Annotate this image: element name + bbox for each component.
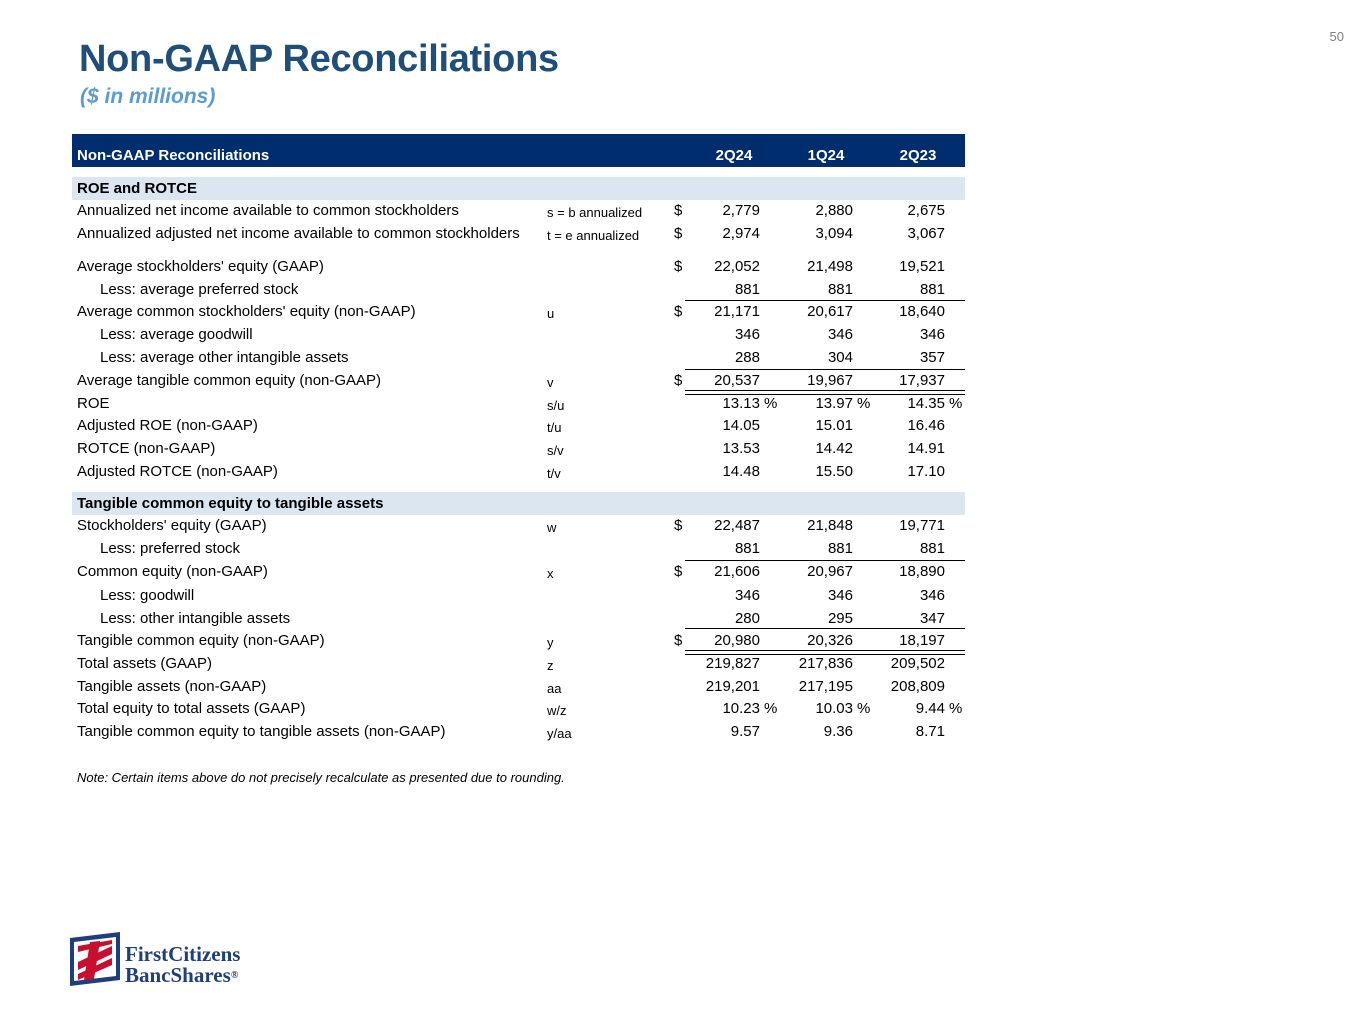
cell-value: 18,197 xyxy=(899,632,945,649)
table-row xyxy=(72,561,965,584)
section-tangible-equity xyxy=(72,492,965,515)
logo-line2: BancShares® xyxy=(125,963,239,987)
table-row xyxy=(72,279,965,302)
cell-value: 21,606 xyxy=(714,563,760,580)
cell-value: 3,094 xyxy=(815,225,853,242)
cell-value: 14.91 xyxy=(907,440,945,457)
row-label: Total assets (GAAP) xyxy=(77,655,213,672)
double-underline xyxy=(685,650,965,655)
cell-value: 20,617 xyxy=(807,303,853,320)
logo-wordmark xyxy=(125,944,240,986)
cell-value: 21,171 xyxy=(714,303,760,320)
row-label: Adjusted ROTCE (non-GAAP) xyxy=(77,463,278,480)
table-row xyxy=(72,676,965,699)
cell-value: 881 xyxy=(919,540,945,557)
cell-value: 347 xyxy=(919,610,945,627)
row-label: Common equity (non-GAAP) xyxy=(77,563,268,580)
cell-value: 20,326 xyxy=(807,632,853,649)
table-row xyxy=(72,393,965,416)
header-col-2q24: 2Q24 xyxy=(715,147,753,164)
cell-value: 14.42 xyxy=(815,440,853,457)
cell-value: 14.48 xyxy=(722,463,760,480)
cell-value: 20,967 xyxy=(807,563,853,580)
reconciliation-table xyxy=(72,134,965,741)
table-row xyxy=(72,585,965,608)
cell-value: 13.97 xyxy=(815,395,853,412)
table-row xyxy=(72,324,965,347)
cell-value: 9.36 xyxy=(823,723,853,740)
table-row xyxy=(72,698,965,721)
cell-value: 304 xyxy=(827,349,853,366)
cell-value: 14.05 xyxy=(722,417,760,434)
table-row xyxy=(72,200,965,223)
row-label: Less: average goodwill xyxy=(100,326,253,343)
percent-sign: % xyxy=(857,700,871,717)
cell-value: 346 xyxy=(827,587,853,604)
percent-sign: % xyxy=(764,395,778,412)
row-formula: aa xyxy=(547,681,562,696)
page-title: Non-GAAP Reconciliations xyxy=(79,38,559,80)
table-row xyxy=(72,515,965,538)
cell-value: 19,967 xyxy=(807,372,853,389)
cell-value: 217,836 xyxy=(798,655,853,672)
cell-value: 3,067 xyxy=(907,225,945,242)
cell-value: 19,771 xyxy=(899,517,945,534)
row-formula: t/u xyxy=(547,420,562,435)
table-row xyxy=(72,438,965,461)
header-col-1q24: 1Q24 xyxy=(807,147,845,164)
row-label: Average tangible common equity (non-GAAP) xyxy=(77,372,382,389)
cell-value: 15.01 xyxy=(815,417,853,434)
cell-value: 209,502 xyxy=(890,655,945,672)
row-label: Annualized adjusted net income available to common stockholders xyxy=(77,225,520,242)
row-formula: t = e annualized xyxy=(547,228,640,243)
cell-value: 2,675 xyxy=(907,202,945,219)
cell-value: 9.44 xyxy=(915,700,945,717)
table-row xyxy=(72,256,965,279)
cell-value: 219,827 xyxy=(705,655,760,672)
cell-value: 14.35 xyxy=(907,395,945,412)
row-label: Less: other intangible assets xyxy=(100,610,291,627)
cell-value: 217,195 xyxy=(798,678,853,695)
flag-logo-icon xyxy=(70,932,126,988)
row-label: Tangible assets (non-GAAP) xyxy=(77,678,267,695)
percent-sign: % xyxy=(949,395,963,412)
table-row xyxy=(72,653,965,676)
row-label: Average stockholders' equity (GAAP) xyxy=(77,258,324,275)
logo-line1: FirstCitizens xyxy=(125,942,241,966)
table-row xyxy=(72,347,965,370)
row-formula: s = b annualized xyxy=(547,205,643,220)
row-label: Stockholders' equity (GAAP) xyxy=(77,517,267,534)
row-label: Total equity to total assets (GAAP) xyxy=(77,700,306,717)
cell-value: 16.46 xyxy=(907,417,945,434)
table-row xyxy=(72,721,965,744)
page-number: 50 xyxy=(1329,29,1344,44)
row-formula: t/v xyxy=(547,466,561,481)
cell-value: 357 xyxy=(919,349,945,366)
cell-value: 21,498 xyxy=(807,258,853,275)
cell-value: 219,201 xyxy=(705,678,760,695)
cell-value: 17.10 xyxy=(907,463,945,480)
section-roe-rotce xyxy=(72,177,965,200)
cell-value: 20,537 xyxy=(714,372,760,389)
table-row xyxy=(72,415,965,438)
dollar-sign: $ xyxy=(674,372,683,389)
dollar-sign: $ xyxy=(674,202,683,219)
double-underline xyxy=(685,390,965,395)
cell-value: 346 xyxy=(734,326,760,343)
cell-value: 2,880 xyxy=(815,202,853,219)
cell-value: 22,487 xyxy=(714,517,760,534)
cell-value: 2,779 xyxy=(722,202,760,219)
cell-value: 881 xyxy=(827,540,853,557)
cell-value: 22,052 xyxy=(714,258,760,275)
percent-sign: % xyxy=(857,395,871,412)
underline xyxy=(685,369,965,370)
row-label: Less: goodwill xyxy=(100,587,195,604)
dollar-sign: $ xyxy=(674,563,683,580)
row-label: Adjusted ROE (non-GAAP) xyxy=(77,417,258,434)
percent-sign: % xyxy=(949,700,963,717)
row-label: ROE xyxy=(77,395,110,412)
cell-value: 881 xyxy=(827,281,853,298)
cell-value: 10.03 xyxy=(815,700,853,717)
row-formula: s/v xyxy=(547,443,564,458)
row-formula: y xyxy=(547,635,554,650)
row-label: Less: preferred stock xyxy=(100,540,241,557)
underline xyxy=(685,560,965,561)
cell-value: 295 xyxy=(827,610,853,627)
cell-value: 881 xyxy=(919,281,945,298)
section-label: Tangible common equity to tangible assets xyxy=(77,495,384,512)
row-label: ROTCE (non-GAAP) xyxy=(77,440,216,457)
cell-value: 13.53 xyxy=(722,440,760,457)
section-label: ROE and ROTCE xyxy=(77,180,198,197)
cell-value: 17,937 xyxy=(899,372,945,389)
table-row xyxy=(72,461,965,484)
row-formula: x xyxy=(547,566,554,581)
cell-value: 21,848 xyxy=(807,517,853,534)
dollar-sign: $ xyxy=(674,303,683,320)
cell-value: 18,640 xyxy=(899,303,945,320)
dollar-sign: $ xyxy=(674,632,683,649)
cell-value: 9.57 xyxy=(730,723,760,740)
footnote: Note: Certain items above do not precisely recalculate as presented due to rounding. xyxy=(77,770,565,785)
cell-value: 18,890 xyxy=(899,563,945,580)
row-formula: y/aa xyxy=(547,726,572,741)
row-formula: w xyxy=(547,520,557,535)
cell-value: 10.23 xyxy=(722,700,760,717)
row-label: Less: average other intangible assets xyxy=(100,349,349,366)
cell-value: 881 xyxy=(734,540,760,557)
dollar-sign: $ xyxy=(674,517,683,534)
row-label: Less: average preferred stock xyxy=(100,281,299,298)
cell-value: 19,521 xyxy=(899,258,945,275)
table-row xyxy=(72,223,965,246)
row-formula: w/z xyxy=(547,703,567,718)
row-label: Tangible common equity to tangible assets (non-GAAP) xyxy=(77,723,446,740)
header-label: Non-GAAP Reconciliations xyxy=(77,147,270,164)
cell-value: 208,809 xyxy=(890,678,945,695)
row-label: Annualized net income available to common stockholders xyxy=(77,202,459,219)
cell-value: 15.50 xyxy=(815,463,853,480)
row-formula: u xyxy=(547,306,555,321)
cell-value: 288 xyxy=(734,349,760,366)
dollar-sign: $ xyxy=(674,225,683,242)
row-formula: z xyxy=(547,658,554,673)
cell-value: 13.13 xyxy=(722,395,760,412)
page-subtitle: ($ in millions) xyxy=(80,85,216,108)
row-label: Tangible common equity (non-GAAP) xyxy=(77,632,325,649)
cell-value: 346 xyxy=(919,587,945,604)
table-row xyxy=(72,301,965,324)
row-label: Average common stockholders' equity (non-GAAP) xyxy=(77,303,416,320)
row-formula: v xyxy=(547,375,554,390)
underline xyxy=(685,300,965,301)
cell-value: 346 xyxy=(734,587,760,604)
cell-value: 8.71 xyxy=(915,723,945,740)
table-header xyxy=(72,134,965,167)
header-col-2q23: 2Q23 xyxy=(899,147,937,164)
cell-value: 346 xyxy=(919,326,945,343)
cell-value: 2,974 xyxy=(722,225,760,242)
cell-value: 881 xyxy=(734,281,760,298)
cell-value: 20,980 xyxy=(714,632,760,649)
cell-value: 280 xyxy=(734,610,760,627)
row-formula: s/u xyxy=(547,398,565,413)
underline xyxy=(685,628,965,629)
table-row xyxy=(72,538,965,561)
dollar-sign: $ xyxy=(674,258,683,275)
cell-value: 346 xyxy=(827,326,853,343)
percent-sign: % xyxy=(764,700,778,717)
